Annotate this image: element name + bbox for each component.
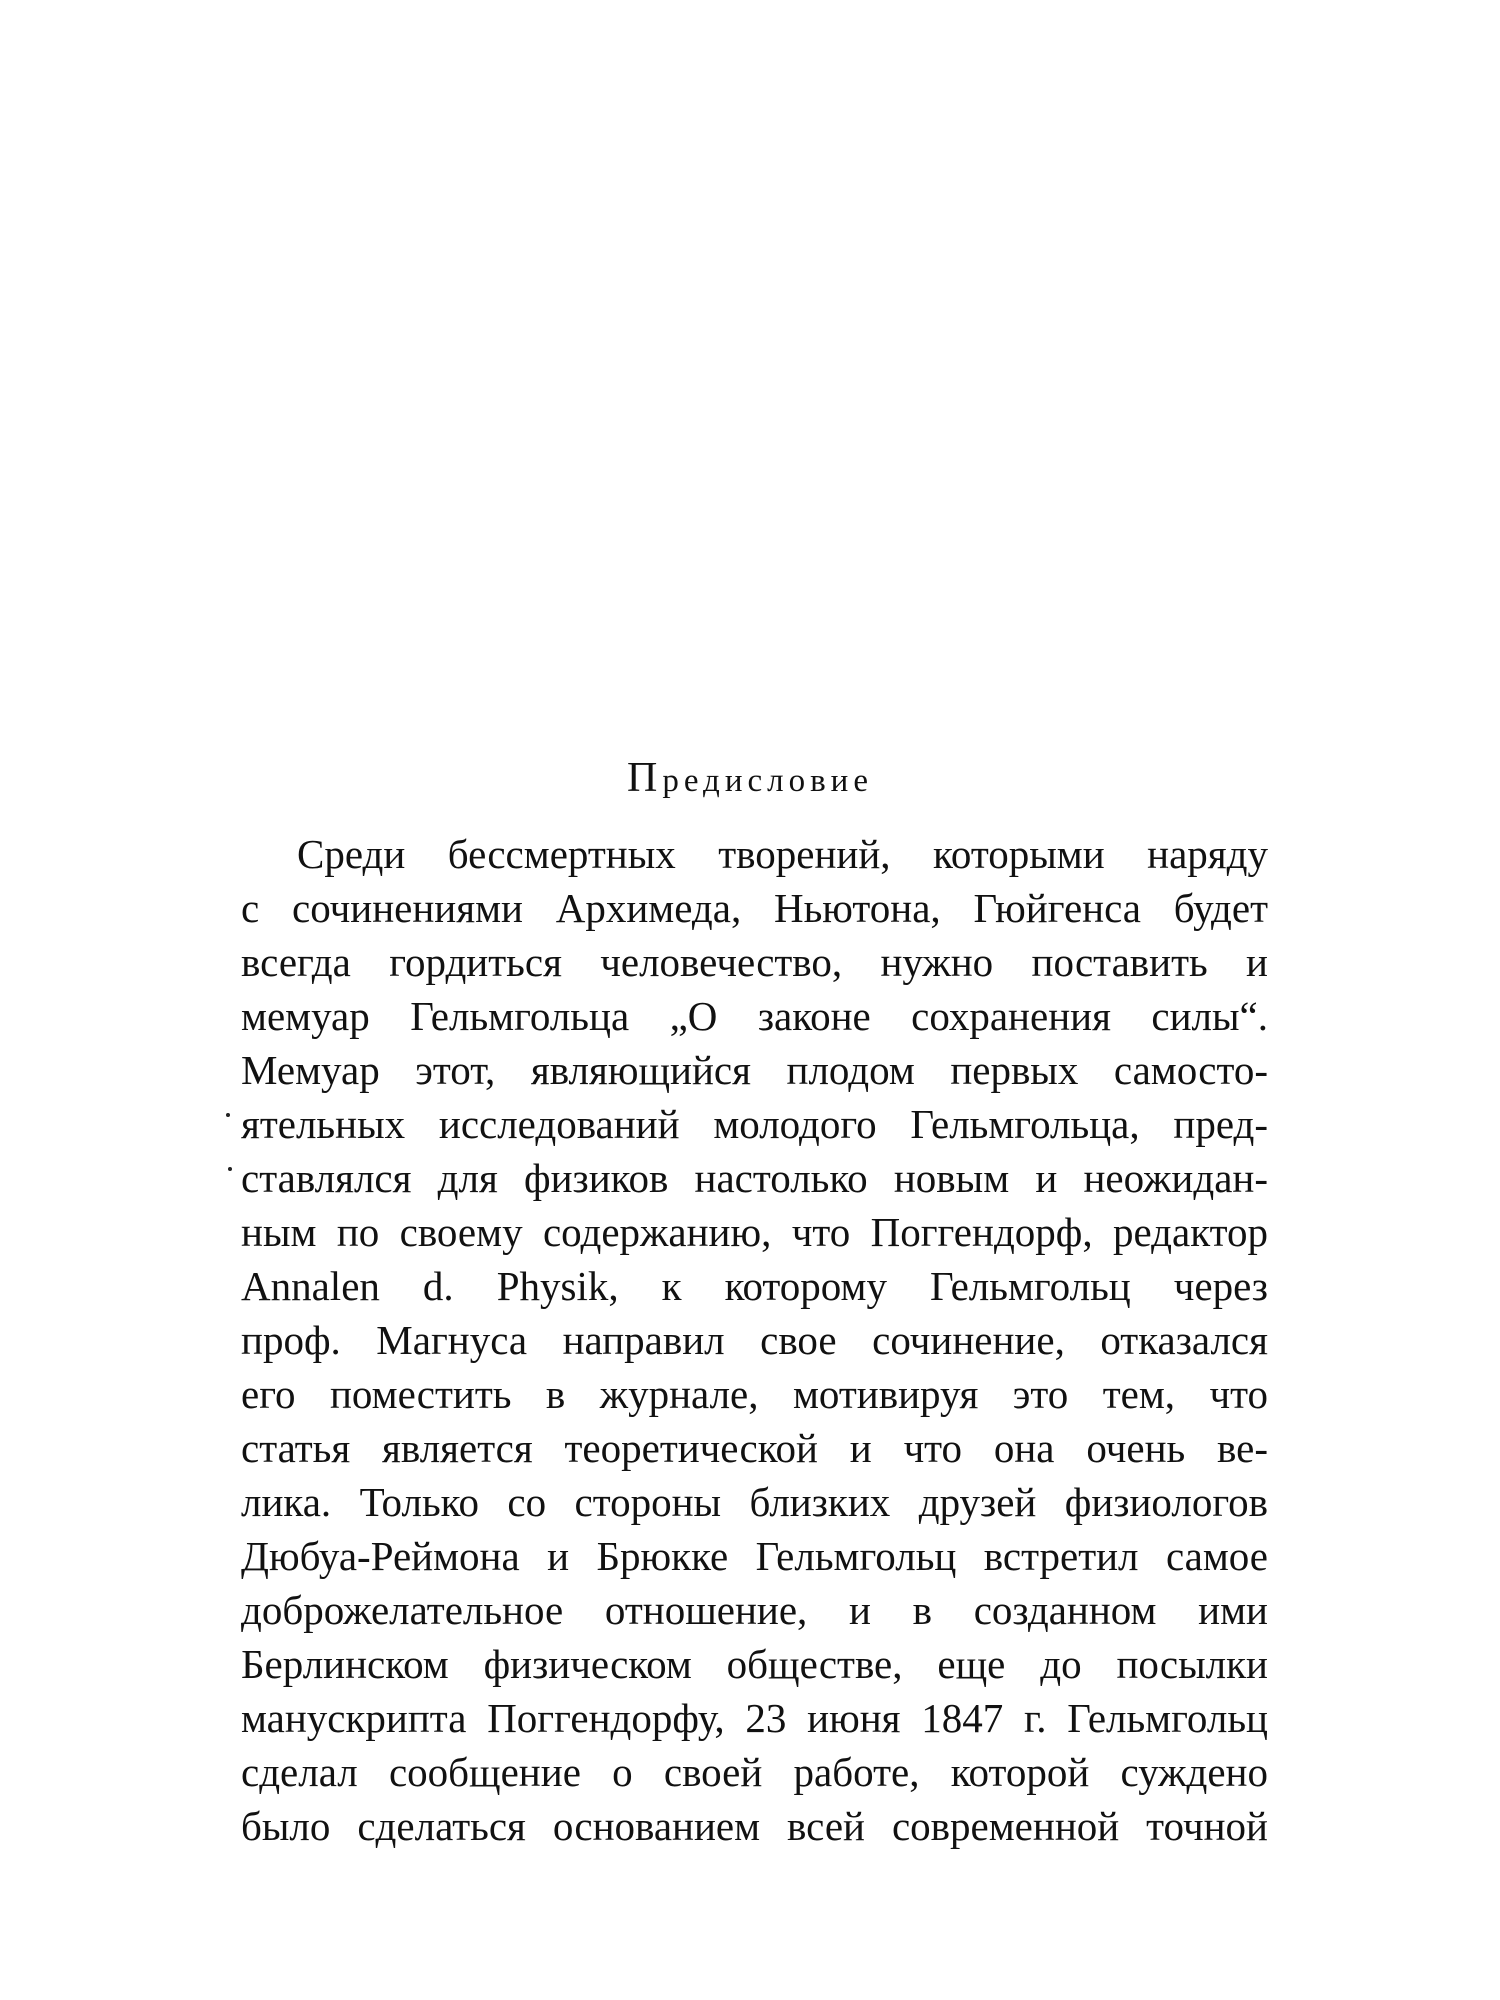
text-line: сделал сообщение о своей работе, которой суждено [241,1749,1268,1795]
margin-mark [226,1113,230,1117]
text-line: лика. Только со стороны близких друзей физиологов [241,1479,1268,1525]
text-line: статья является теоретической и что она очень ве- [241,1425,1268,1471]
margin-mark [228,1167,232,1171]
text-line: Берлинском физическом обществе, еще до посылки [241,1641,1268,1687]
heading-initial: П [626,755,663,801]
text-line: манускрипта Поггендорфу, 23 июня 1847 г. Гельмгольц [241,1695,1268,1741]
text-line: его поместить в журнале, мотивируя это тем, что [241,1371,1268,1417]
text-line: было сделаться основанием всей современной точной [241,1803,1268,1849]
preface-paragraph [241,827,1268,1853]
text-line: ставлялся для физиков настолько новым и неожидан- [241,1155,1268,1201]
heading-rest: редисловие [662,763,873,799]
text-line: Среди бессмертных творений, которыми наряду [297,831,1268,877]
preface-heading [0,755,1500,801]
text-line: Дюбуа-Реймона и Брюкке Гельмгольц встретил самое [241,1533,1268,1579]
text-line: всегда гордиться человечество, нужно поставить и [241,939,1268,985]
text-line: с сочинениями Архимеда, Ньютона, Гюйгенса будет [241,885,1268,931]
text-line: Annalen d. Physik, к которому Гельмгольц через [241,1263,1268,1309]
text-line: Мемуар этот, являющийся плодом первых самосто- [241,1047,1268,1093]
text-line: мемуар Гельмгольца „О законе сохранения силы“. [241,993,1268,1039]
text-line: доброжелательное отношение, и в созданном ими [241,1587,1268,1633]
text-line: проф. Магнуса направил свое сочинение, отказался [241,1317,1268,1363]
text-line: ным по своему содержанию, что Поггендорф, редактор [241,1209,1268,1255]
text-line: ятельных исследований молодого Гельмгольца, пред- [241,1101,1268,1147]
